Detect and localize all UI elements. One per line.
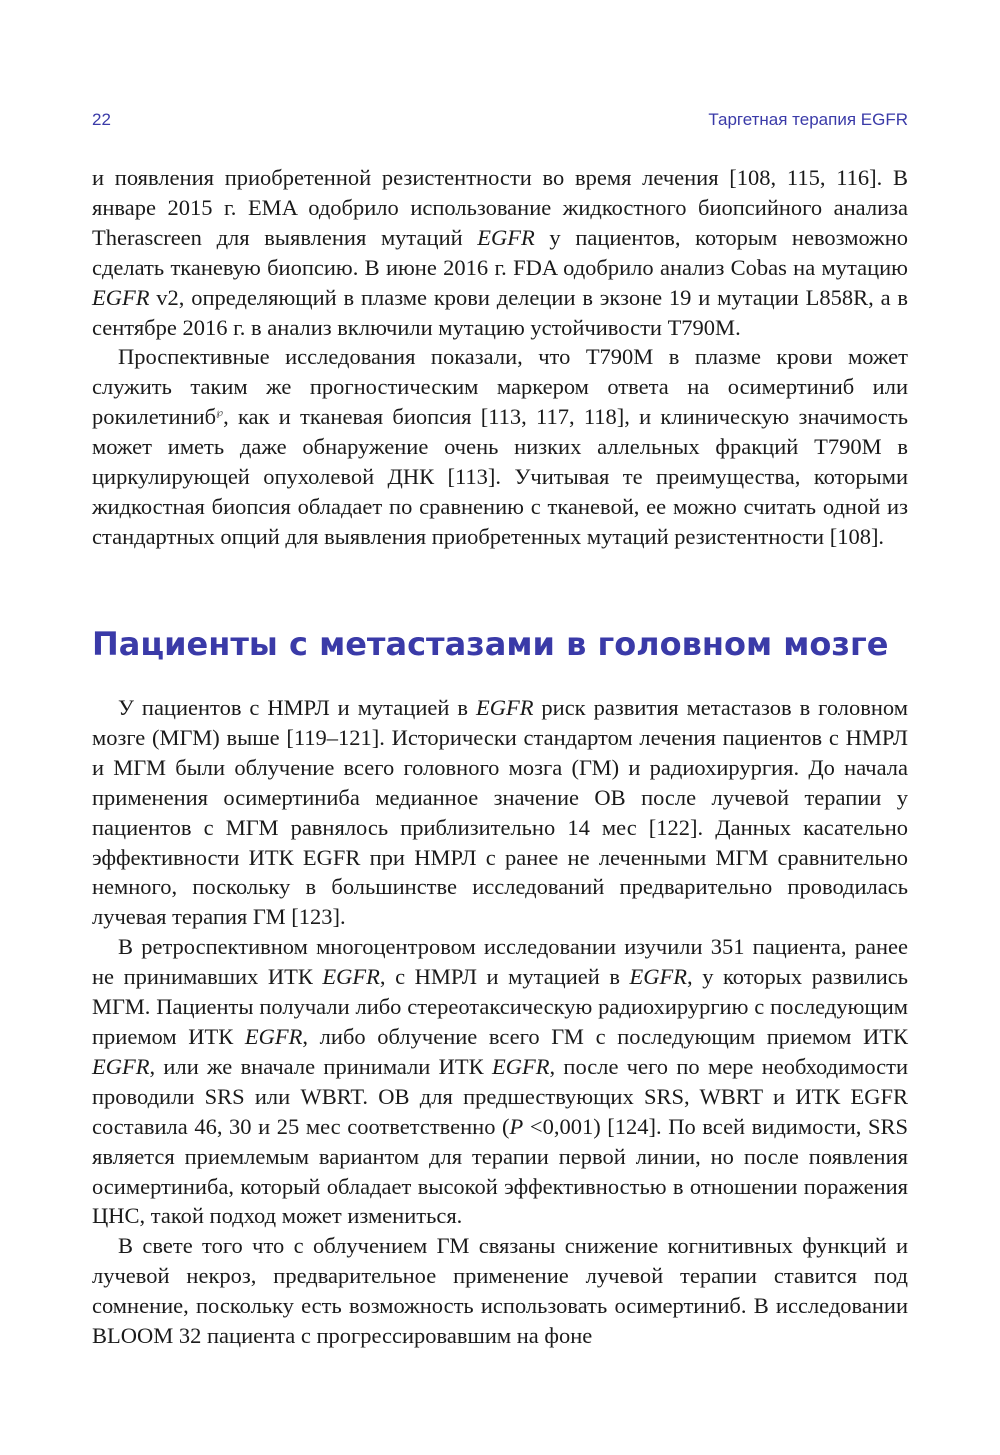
text-run: , или же вначале принимали ИТК xyxy=(149,1053,492,1079)
text-run: <0,001) [124]. По всей видимости, SRS является приемлемым вариантом для терапии первой линии, но после появления осимертиниба, который обладает высокой эффективностью в отношении поражения ЦНС, такой подход может измениться. xyxy=(92,1113,908,1229)
text-run: , после чего по мере необходимости проводили SRS или WBRT. ОВ для предшествующих SRS, WBRT и ИТК EGFR составила 46, 30 и 25 мес соответственно ( xyxy=(92,1053,908,1139)
text-run: , у которых развились МГМ. Пациенты получали либо стереотаксическую радиохирургию с последующим приемом ИТК xyxy=(92,964,908,1049)
text-block-top xyxy=(92,163,908,552)
p-value-symbol: P xyxy=(509,1113,524,1139)
text-run: и появления приобретенной резистентности во время лечения [108, 115, 116]. В январе 2015 г. EMA одобрило использование жидкостного биопсийного анализа Therascreen для выявления мутаций xyxy=(92,165,908,250)
gene-name: EGFR xyxy=(92,284,150,310)
gene-name: EGFR xyxy=(92,1053,150,1079)
running-title: Таргетная терапия EGFR xyxy=(708,110,908,129)
unregistered-drug-mark: ℘ xyxy=(216,407,224,419)
paragraph xyxy=(92,932,908,1231)
text-run: В ретроспективном многоцентровом исследовании изучили 351 пациента, ранее не принимавших ИТК xyxy=(92,934,908,990)
text-run: v2, определяющий в плазме крови делеции в экзоне 19 и мутации L858R, а в сентябре 2016 г. в анализ включили мутацию устойчивости T790M. xyxy=(92,284,908,340)
paragraph xyxy=(92,693,908,932)
text-run: , с НМРЛ и мутацией в xyxy=(379,964,630,990)
text-block-section xyxy=(92,693,908,1351)
gene-name: EGFR xyxy=(244,1023,303,1049)
text-run: риск развития метастазов в головном мозге (МГМ) выше [119–121]. Исторически стандартом лечения пациентов с НМРЛ и МГМ были облучение всего головного мозга (ГМ) и радиохирургия. До начала применения осимертиниба медианное значение ОВ после лучевой терапии у пациентов с МГМ равнялось приблизительно 14 мес [122]. Данных касательно эффективности ИТК EGFR при НМРЛ с ранее не леченными МГМ сравнительно немного, поскольку в большинстве исследований предварительно проводилась лучевая терапия ГМ [123]. xyxy=(92,695,908,930)
text-run: , либо облучение всего ГМ с последующим приемом ИТК xyxy=(302,1023,908,1049)
paragraph xyxy=(92,342,908,551)
section-heading: Пациенты с метастазами в головном мозге xyxy=(92,625,889,663)
text-run: , как и тканевая биопсия [113, 117, 118], и клиническую значимость может иметь даже обнаружение очень низких аллельных фракций T790M в циркулирующей опухолевой ДНК [113]. Учитывая те преимущества, которыми жидкостная биопсия обладает по сравнению с тканевой, ее можно считать одной из стандартных опций для выявления приобретенных мутаций резистентности [108]. xyxy=(92,404,908,549)
text-run: у пациентов, которым невозможно сделать тканевую биопсию. В июне 2016 г. FDA одобрило анализ Cobas на мутацию xyxy=(92,224,908,280)
paragraph xyxy=(92,163,908,342)
paragraph xyxy=(92,1231,908,1351)
gene-name: EGFR xyxy=(322,964,380,990)
gene-name: EGFR xyxy=(477,224,535,250)
gene-name: EGFR xyxy=(475,695,534,720)
text-run: Проспективные исследования показали, что T790M в плазме крови может служить таким же прогностическим маркером ответа на осимертиниб или рокилетиниб xyxy=(92,344,908,430)
text-run: В свете того что с облучением ГМ связаны снижение когнитивных функций и лучевой некроз, предварительное применение лучевой терапии ставится под сомнение, поскольку есть возможность использовать осимертиниб. В исследовании BLOOM 32 пациента с прогрессировавшим на фоне xyxy=(92,1233,908,1349)
gene-name: EGFR xyxy=(629,964,688,990)
text-run: У пациентов с НМРЛ и мутацией в xyxy=(118,695,476,720)
gene-name: EGFR xyxy=(492,1053,550,1079)
page-number: 22 xyxy=(92,110,111,129)
